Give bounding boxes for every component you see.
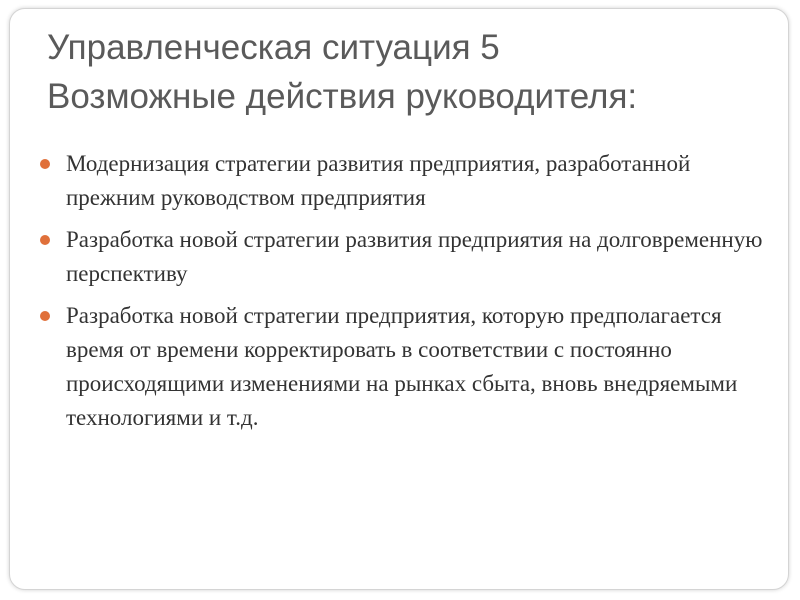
bullet-dot-icon <box>40 159 50 169</box>
bullet-dot-icon <box>40 235 50 245</box>
bullet-text: Разработка новой стратегии предприятия, которую предполагается время от времени корректировать в соответствии с постоянно происходящими изменениями на рынках сбыта, вновь внедряемыми технологиями и т.д. <box>66 303 738 430</box>
bullet-list <box>30 147 770 443</box>
slide <box>9 8 789 590</box>
bullet-dot-icon <box>40 311 50 321</box>
slide-title-line-2: Возможные действия руководителя: <box>47 77 638 116</box>
bullet-text: Модернизация стратегии развития предприятия, разработанной прежним руководством предприятия <box>66 151 691 210</box>
bullet-text: Разработка новой стратегии развития предприятия на долговременную перспективу <box>66 227 763 286</box>
slide-title-line-1: Управленческая ситуация 5 <box>47 28 500 67</box>
bullet-item-1 <box>30 147 770 215</box>
bullet-item-2 <box>30 223 770 291</box>
bullet-item-3 <box>30 299 770 435</box>
